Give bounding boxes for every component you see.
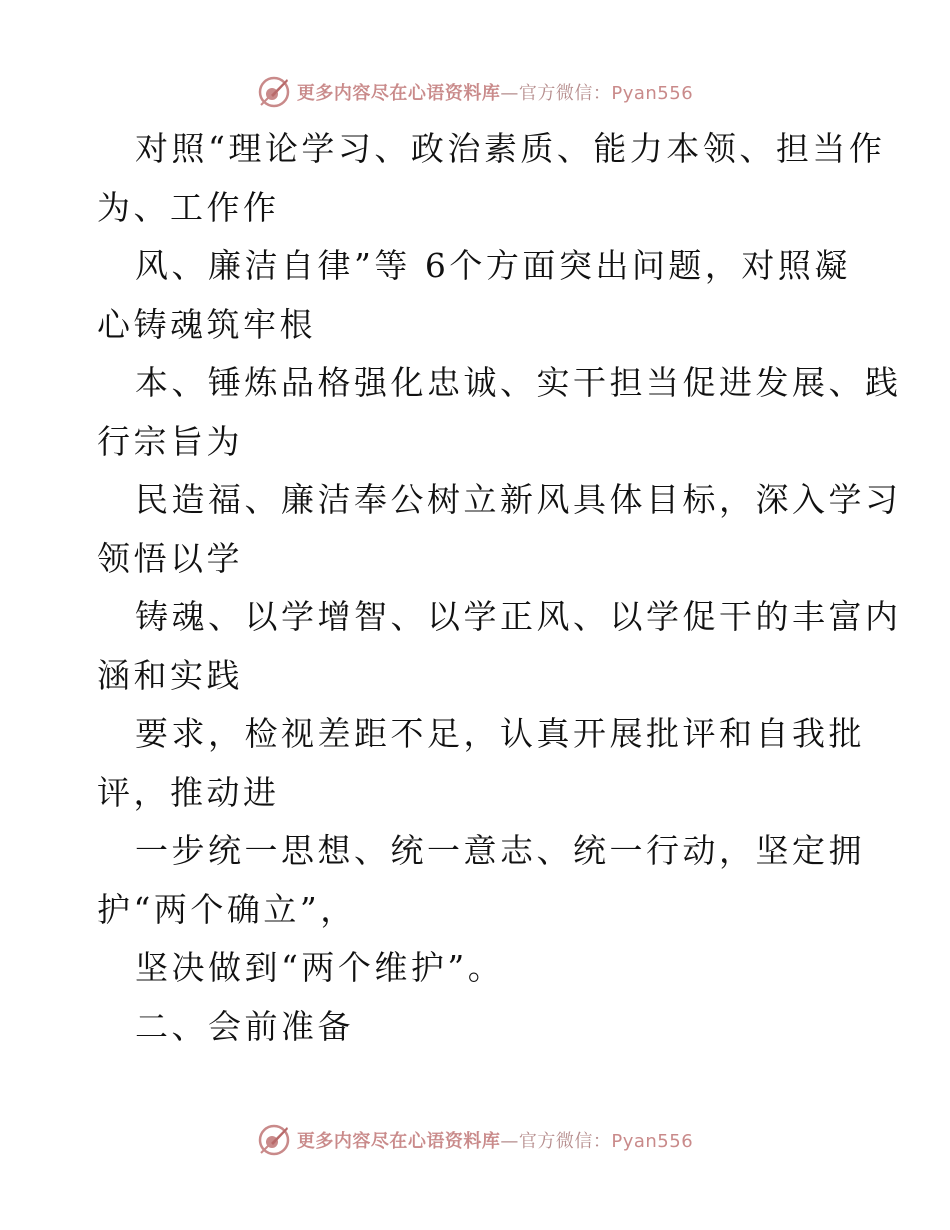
text-line: 行宗旨为 xyxy=(97,421,243,461)
text-line: 民造福、廉洁奉公树立新风具体目标，深入学习 xyxy=(135,480,902,519)
watermark-label: 官方微信： xyxy=(518,1131,612,1152)
text-line: 一步统一思想、统一意志、统一行动，坚定拥 xyxy=(135,831,865,870)
text-line: 风、廉洁自律”等 6个方面突出问题，对照凝 xyxy=(135,246,851,285)
header-watermark xyxy=(0,72,950,112)
watermark-brand: 更多内容尽在心语资料库 xyxy=(296,83,501,104)
text-line: 领悟以学 xyxy=(97,538,243,578)
watermark-label: 官方微信： xyxy=(518,83,612,104)
text-line: 坚决做到“两个维护”。 xyxy=(135,948,505,987)
text-line: 对照“理论学习、政治素质、能力本领、担当作 xyxy=(135,129,886,168)
quill-pen-logo-icon xyxy=(257,1123,291,1157)
text-line: 护“两个确立”， xyxy=(97,889,357,929)
text-line: 为、工作作 xyxy=(97,187,280,227)
watermark-wechat-id: Pyan556 xyxy=(611,1131,694,1152)
watermark-text xyxy=(297,1127,693,1153)
text-line: 本、锤炼品格强化忠诚、实干担当促进发展、践 xyxy=(135,363,902,402)
watermark-separator: — xyxy=(500,1131,519,1152)
watermark-text xyxy=(297,79,693,105)
watermark-separator: — xyxy=(500,83,519,104)
text-line: 评，推动进 xyxy=(97,772,280,812)
quill-pen-logo-icon xyxy=(257,75,291,109)
footer-watermark xyxy=(0,1120,950,1160)
watermark-brand: 更多内容尽在心语资料库 xyxy=(296,1131,501,1152)
text-line: 要求，检视差距不足，认真开展批评和自我批 xyxy=(135,714,865,753)
watermark-wechat-id: Pyan556 xyxy=(611,83,694,104)
section-heading: 二、会前准备 xyxy=(135,1006,354,1046)
document-body xyxy=(97,120,902,1056)
text-line: 涵和实践 xyxy=(97,655,243,695)
text-line: 心铸魂筑牢根 xyxy=(97,304,316,344)
text-line: 铸魂、以学增智、以学正风、以学促干的丰富内 xyxy=(135,597,902,636)
